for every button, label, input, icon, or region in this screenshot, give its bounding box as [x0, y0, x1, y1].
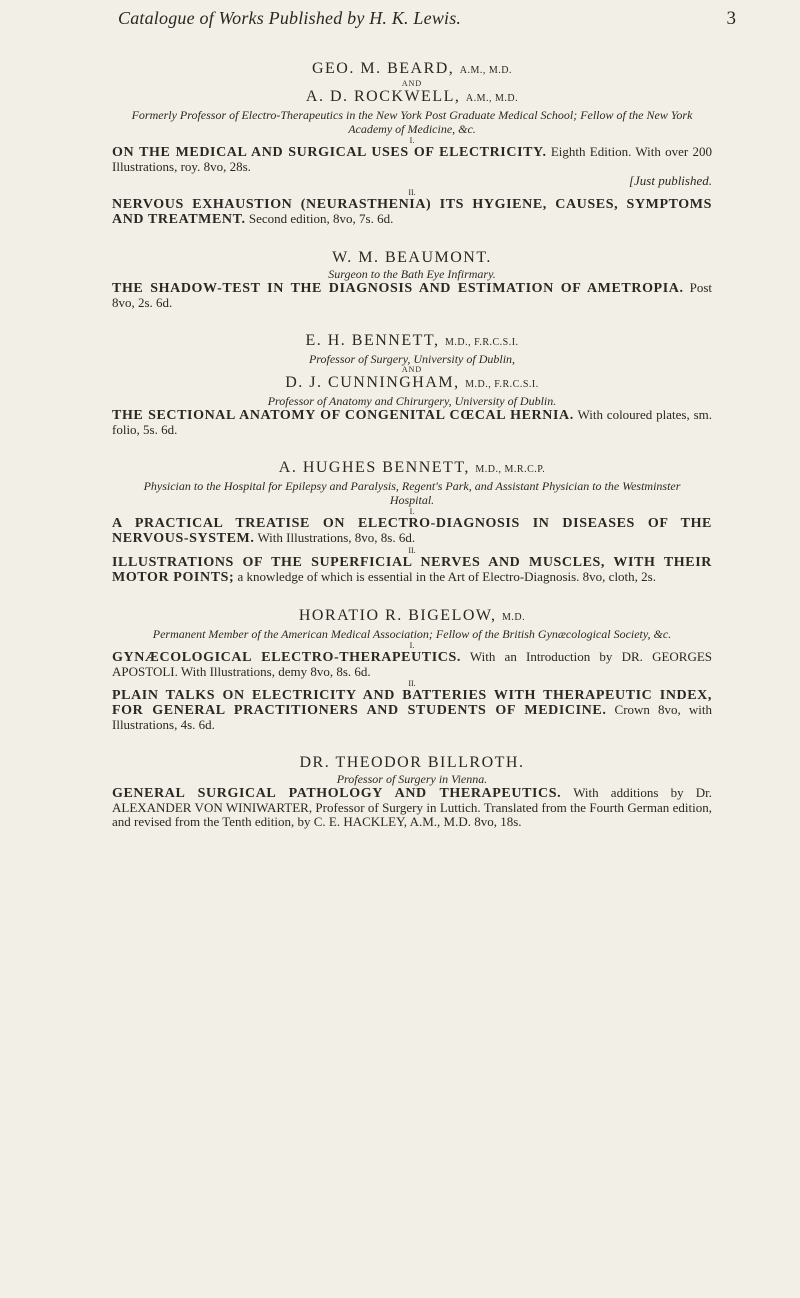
author-affiliation: Formerly Professor of Electro-Therapeutics in the New York Post Graduate Medical School; Fellow of the New York Academy of Medicine, &c. [131, 108, 693, 136]
author-name: W. M. BEAUMONT. [332, 249, 492, 266]
work-title: THE SECTIONAL ANATOMY OF CONGENITAL CŒCAL HERNIA. [112, 408, 574, 423]
work-note: [Just published. [628, 173, 712, 188]
page-header [118, 8, 736, 34]
work-details: Crown 8vo, with Illustrations, 4s. 6d. [112, 702, 713, 732]
work-entry [112, 145, 712, 174]
work-number: II. [408, 546, 416, 555]
author-affiliation: Surgeon to the Bath Eye Infirmary. [328, 267, 496, 281]
work-title: NERVOUS EXHAUSTION (NEURASTHENIA) ITS HYGIENE, CAUSES, SYMPTOMS AND TREATMENT. [112, 197, 712, 227]
page-number: 3 [726, 8, 736, 29]
work-entry [112, 281, 712, 310]
catalogue-section [112, 607, 712, 732]
work-title: GENERAL SURGICAL PATHOLOGY AND THERAPEUTICS. [112, 786, 562, 801]
conjunction: AND [401, 365, 423, 374]
work-title: THE SHADOW-TEST IN THE DIAGNOSIS AND ESTIMATION OF AMETROPIA. [112, 281, 684, 296]
work-number: II. [408, 679, 416, 688]
work-details: Post 8vo, 2s. 6d. [112, 280, 713, 310]
catalogue-section [112, 60, 712, 227]
author-affiliation: Physician to the Hospital for Epilepsy and Paralysis, Regent's Park, and Assistant Physician to the Westminster Hospital. [143, 479, 681, 507]
author-affiliation: Professor of Surgery, University of Dublin, [308, 352, 516, 366]
work-details: With an Introduction by DR. GEORGES APOSTOLI. With Illustrations, demy 8vo, 8s. 6d. [112, 649, 713, 679]
author-affiliation: Professor of Anatomy and Chirurgery, University of Dublin. [267, 394, 557, 408]
author-affiliation: Professor of Surgery in Vienna. [336, 772, 488, 786]
work-entry [112, 650, 712, 679]
author-affiliation: Permanent Member of the American Medical Association; Fellow of the British Gynæcological Society, &c. [152, 627, 672, 641]
catalogue-section [112, 754, 712, 829]
work-entry [112, 688, 712, 732]
work-title: GYNÆCOLOGICAL ELECTRO-THERAPEUTICS. [112, 650, 461, 665]
work-number: I. [409, 136, 415, 145]
work-number: I. [409, 507, 415, 516]
work-entry [112, 786, 712, 829]
work-details: With additions by Dr. ALEXANDER VON WINIWARTER, Professor of Surgery in Luttich. Translated from the Fourth German edition, and revised from the Tenth edition, by C. E. HACKLEY, A.M., M.D. 8vo, 18s. [112, 785, 713, 829]
work-entry [112, 555, 712, 585]
author-name: E. H. BENNETT, M.D., F.R.C.S.I. [305, 332, 519, 349]
work-entry [112, 408, 712, 437]
work-entry [112, 197, 712, 227]
work-number: I. [409, 641, 415, 650]
running-title: Catalogue of Works Published by H. K. Lewis. [118, 8, 462, 28]
author-name: GEO. M. BEARD, A.M., M.D. [311, 60, 513, 77]
author-name: A. HUGHES BENNETT, M.D., M.R.C.P. [278, 459, 546, 476]
work-details: With Illustrations, 8vo, 8s. 6d. [257, 530, 416, 545]
catalogue-section [112, 459, 712, 585]
work-details: Eighth Edition. With over 200 Illustrations, roy. 8vo, 28s. [112, 144, 712, 174]
conjunction: AND [401, 79, 423, 88]
author-name: HORATIO R. BIGELOW, M.D. [298, 607, 526, 624]
work-number: II. [408, 188, 416, 197]
author-name: DR. THEODOR BILLROTH. [299, 754, 525, 771]
catalogue-body [112, 60, 712, 829]
catalogue-section [112, 249, 712, 310]
work-details: With coloured plates, sm. folio, 5s. 6d. [112, 407, 712, 437]
author-name: A. D. ROCKWELL, A.M., M.D. [305, 88, 519, 105]
work-title: ON THE MEDICAL AND SURGICAL USES OF ELECTRICITY. [112, 145, 547, 160]
work-details: a knowledge of which is essential in the Art of Electro-Diagnosis. 8vo, cloth, 2s. [237, 569, 656, 584]
author-name: D. J. CUNNINGHAM, M.D., F.R.C.S.I. [285, 374, 539, 391]
work-entry [112, 516, 712, 546]
catalogue-section [112, 332, 712, 437]
work-title: ILLUSTRATIONS OF THE SUPERFICIAL NERVES AND MUSCLES, WITH THEIR MOTOR POINTS; [112, 555, 712, 585]
work-title: PLAIN TALKS ON ELECTRICITY AND BATTERIES WITH THERAPEUTIC INDEX, FOR GENERAL PRACTITIONERS AND STUDENTS OF MEDICINE. [112, 688, 712, 718]
work-details: Second edition, 8vo, 7s. 6d. [248, 211, 394, 226]
work-title: A PRACTICAL TREATISE ON ELECTRO-DIAGNOSIS IN DISEASES OF THE NERVOUS-SYSTEM. [112, 516, 712, 546]
